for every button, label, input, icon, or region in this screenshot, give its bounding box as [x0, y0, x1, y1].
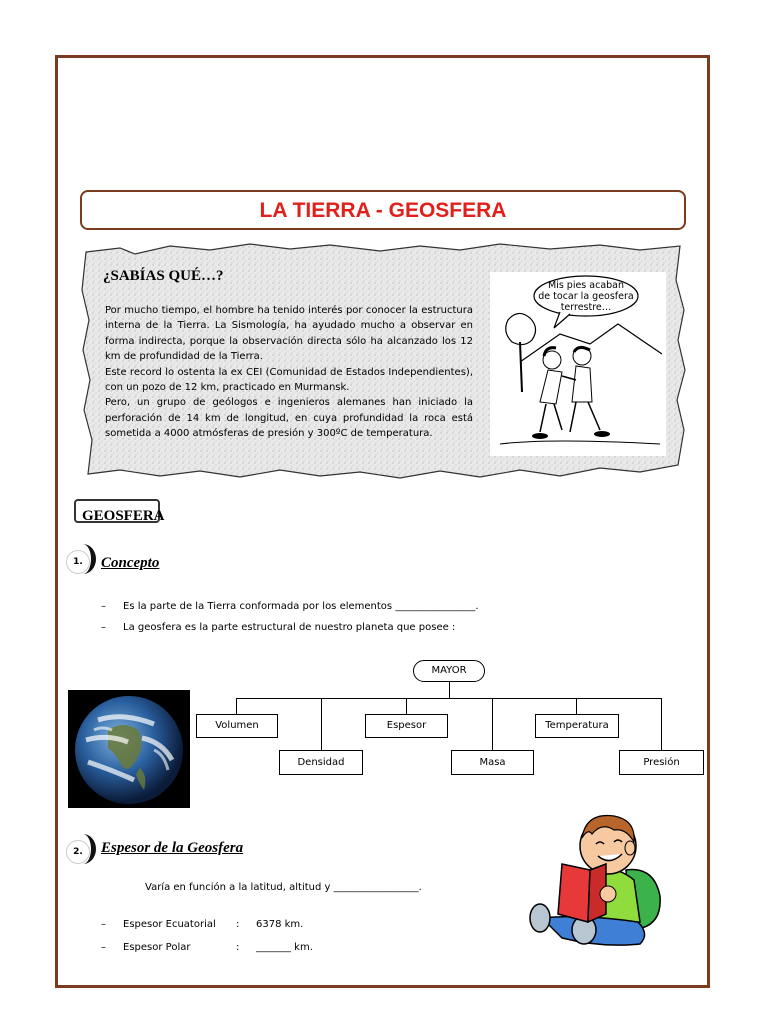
connector: [236, 698, 661, 699]
sabias-paragraph: Pero, un grupo de geólogos e ingenieros alemanes han iniciado la perforación de 14 km de longitud, en cuya profundidad la roca está sometida a 4000 atmósferas de presión y 300ºC de temperatura.: [105, 397, 473, 440]
diagram-node: Presión: [619, 750, 704, 775]
sabias-que-text: [105, 303, 473, 442]
bubble-line: terrestre…: [560, 302, 612, 313]
page-title: LA TIERRA - GEOSFERA: [259, 199, 507, 222]
bubble-line: de tocar la geosfera: [538, 291, 634, 302]
connector: [661, 698, 662, 750]
espesor-row-label: Espesor Polar: [123, 942, 191, 953]
espesor-intro: Varía en función a la latitud, altitud y _________________.: [145, 882, 422, 893]
espesor-row-sep: :: [236, 919, 240, 930]
number-badge: [66, 544, 96, 574]
bullet-dash: –: [101, 622, 106, 633]
sabias-paragraph: Por mucho tiempo, el hombre ha tenido interés por conocer la estructura interna de la Tierra. La Sismología, ha ayudado mucho a observar en forma indirecta, porque la observación directa sólo ha alcanzado los 12 km de profundidad de la Tierra.: [105, 305, 473, 363]
connector: [406, 698, 407, 714]
espesor-row-value: _______ km.: [256, 942, 313, 953]
diagram-node: Volumen: [196, 714, 278, 738]
connector: [321, 698, 322, 750]
diagram-node: Temperatura: [535, 714, 619, 738]
concepto-line: La geosfera es la parte estructural de nuestro planeta que posee :: [123, 622, 456, 633]
bullet-dash: –: [101, 942, 106, 953]
bullet-dash: –: [101, 919, 106, 930]
badge-number: 1.: [66, 550, 90, 574]
number-badge: [66, 834, 96, 864]
concepto-heading: Concepto: [101, 555, 160, 571]
connector: [236, 698, 237, 714]
diagram-root: MAYOR: [413, 660, 485, 682]
bullet-dash: –: [101, 601, 106, 612]
concepto-line: Es la parte de la Tierra conformada por los elementos ________________.: [123, 601, 479, 612]
espesor-heading: Espesor de la Geosfera: [101, 840, 244, 856]
diagram-node: Espesor: [365, 714, 448, 738]
diagram-node: Densidad: [279, 750, 363, 775]
diagram-node: Masa: [451, 750, 534, 775]
sabias-paragraph: Este record lo ostenta la ex CEI (Comunidad de Estados Independientes), con un pozo de 12 km, practicado en Murmansk.: [105, 366, 473, 394]
title-box: [80, 190, 686, 230]
kids-cartoon-illustration: [490, 272, 666, 456]
connector: [449, 682, 450, 698]
bubble-line: Mis pies acaban: [547, 280, 625, 291]
earth-image: [68, 690, 190, 808]
connector: [576, 698, 577, 714]
espesor-row-label: Espesor Ecuatorial: [123, 919, 216, 930]
espesor-row-value: 6378 km.: [256, 919, 304, 930]
sabias-que-heading: ¿SABÍAS QUÉ…?: [103, 268, 224, 284]
section-label: GEOSFERA: [82, 508, 165, 524]
connector: [492, 698, 493, 750]
espesor-row-sep: :: [236, 942, 240, 953]
boy-reading-illustration: [522, 806, 668, 954]
badge-number: 2.: [66, 840, 90, 864]
